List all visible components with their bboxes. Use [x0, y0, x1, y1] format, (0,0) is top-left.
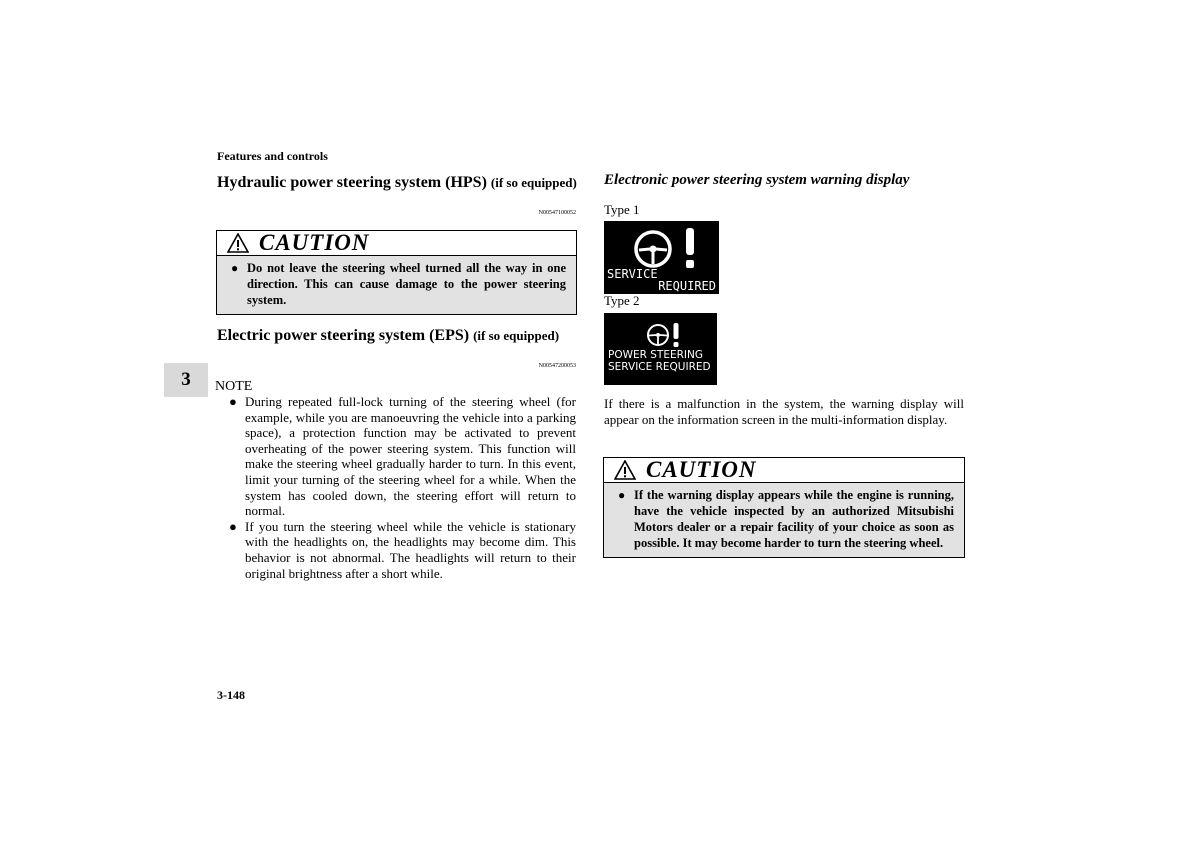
- type2-line2: SERVICE REQUIRED: [608, 361, 711, 373]
- hps-caution-title: [217, 231, 576, 256]
- type1-label: Type 1: [604, 202, 640, 217]
- bullet-icon: ●: [229, 394, 237, 409]
- hps-title-suffix: (if so equipped): [490, 175, 577, 190]
- hps-caution-text: Do not leave the steering wheel turned all the way in one direction. This can cause damage to the power steering system.: [247, 261, 566, 307]
- eps-heading: [217, 327, 577, 345]
- type2-display-image: [604, 313, 717, 385]
- bullet-icon: ●: [618, 488, 626, 502]
- eps-caution-body: [604, 483, 964, 557]
- hps-caution-word: CAUTION: [259, 230, 370, 255]
- hps-caution-body: [217, 256, 576, 314]
- eps-caution-box: [603, 457, 965, 558]
- section-header: Features and controls: [217, 149, 328, 163]
- note-text-1: During repeated full-lock turning of the steering wheel (for example, while you are manoeuvring the vehicle into a parking space), a protection function may be activated to prevent overheating of the power steering system. This function will make the steering wheel gradually harder to turn. In this event, limit your turning of the steering wheel for a while. When the system has cooled down, the steering effort will return to normal.: [245, 394, 576, 519]
- eps-caution-word: CAUTION: [646, 457, 757, 482]
- bullet-icon: ●: [231, 261, 239, 275]
- type1-line1: SERVICE: [607, 267, 658, 281]
- exclamation-icon: [683, 227, 697, 269]
- hps-heading: [217, 174, 577, 192]
- note-label: NOTE: [215, 379, 253, 394]
- eps-caution-text: If the warning display appears while the engine is running, have the vehicle inspected by an authorized Mitsubishi Motors dealer or a repair facility of your choice as soon as possible. It may become harder to turn the steering wheel.: [634, 488, 954, 550]
- exclamation-icon: [672, 323, 680, 347]
- type2-line1: POWER STEERING: [608, 349, 703, 361]
- type1-display-image: [604, 221, 719, 294]
- note-text-2: If you turn the steering wheel while the vehicle is stationary with the headlights on, the headlights may become dim. This behavior is not abnormal. The headlights will return to their original brightness after a short while.: [245, 518, 576, 581]
- warning-display-description: If there is a malfunction in the system, the warning display will appear on the information screen in the multi-information display.: [604, 396, 964, 427]
- list-item: [229, 519, 576, 581]
- warning-triangle-icon: [227, 233, 249, 253]
- hps-title: Hydraulic power steering system (HPS): [217, 174, 487, 191]
- eps-title: Electric power steering system (EPS): [217, 327, 470, 344]
- steering-wheel-icon: [633, 229, 673, 269]
- eps-title-suffix: (if so equipped): [473, 328, 560, 343]
- page-number: 3-148: [217, 688, 245, 702]
- hps-code: N00547100052: [538, 210, 576, 216]
- chapter-tab: 3: [164, 363, 208, 397]
- bullet-icon: ●: [229, 518, 237, 534]
- type1-line2: REQUIRED: [658, 279, 716, 293]
- note-list: [229, 394, 576, 581]
- eps-code: N00547200053: [538, 363, 576, 369]
- steering-wheel-icon: [646, 323, 670, 347]
- type2-label: Type 2: [604, 293, 640, 308]
- warning-display-title: Electronic power steering system warning display: [604, 172, 910, 188]
- list-item: [229, 394, 576, 519]
- eps-caution-title: [604, 458, 964, 483]
- hps-caution-box: [216, 230, 577, 315]
- warning-triangle-icon: [614, 460, 636, 480]
